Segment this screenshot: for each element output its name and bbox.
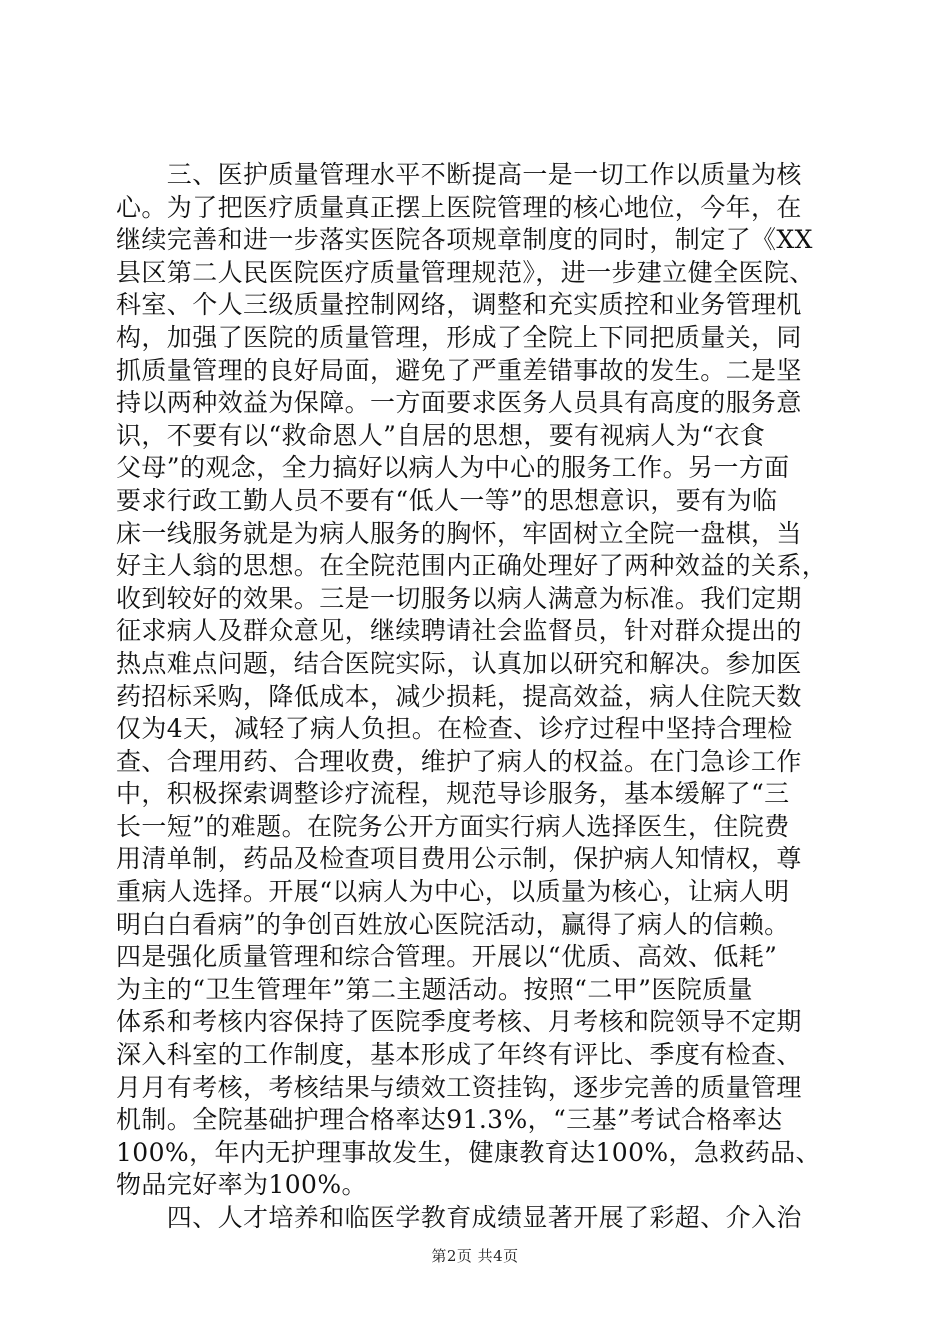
text-line: 父母”的观念，全力搞好以病人为中心的服务工作。另一方面 — [116, 453, 790, 483]
text-line: 三、医护质量管理水平不断提高一是一切工作以质量为核 — [116, 160, 802, 189]
text-line: 热点难点问题，结合医院实际，认真加以研究和解决。参加医 — [116, 648, 802, 678]
text-line: 物品完好率为100%。 — [116, 1170, 367, 1200]
text-line: 中，积极探索调整诊疗流程，规范导诊服务，基本缓解了“三 — [116, 779, 790, 809]
text-line: 查、合理用药、合理收费，维护了病人的权益。在门急诊工作 — [116, 746, 802, 776]
text-line: 深入科室的工作制度，基本形成了年终有评比、季度有检查、 — [116, 1040, 802, 1070]
text-line: 继续完善和进一步落实医院各项规章制度的同时，制定了《XX — [116, 225, 813, 255]
text-line: 体系和考核内容保持了医院季度考核、月考核和院领导不定期 — [116, 1007, 802, 1037]
text-line: 用清单制，药品及检查项目费用公示制，保护病人知情权，尊 — [116, 844, 802, 874]
text-line: 好主人翁的思想。在全院范围内正确处理好了两种效益的关系， — [116, 551, 828, 581]
text-line: 药招标采购，降低成本，减少损耗，提高效益，病人住院天数 — [116, 681, 802, 711]
text-line: 四是强化质量管理和综合管理。开展以“优质、高效、低耗” — [116, 942, 778, 972]
page-number: 第2页 共4页 — [431, 1247, 519, 1265]
text-line: 征求病人及群众意见，继续聘请社会监督员，针对群众提出的 — [116, 616, 802, 646]
text-line: 识，不要有以“救命恩人”自居的思想，要有视病人为“衣食 — [116, 420, 766, 450]
text-line: 仅为4天，减轻了病人负担。在检查、诊疗过程中坚持合理检 — [116, 714, 793, 744]
text-line: 床一线服务就是为病人服务的胸怀，牢固树立全院一盘棋，当 — [116, 518, 802, 548]
text-line: 抓质量管理的良好局面，避免了严重差错事故的发生。二是坚 — [116, 355, 802, 385]
text-line: 100%，年内无护理事故发生，健康教育达100%，急救药品、 — [116, 1137, 821, 1167]
body-text — [116, 159, 836, 1235]
text-line: 心。为了把医疗质量真正摆上医院管理的核心地位，今年，在 — [116, 192, 802, 222]
text-line: 持以两种效益为保障。一方面要求医务人员具有高度的服务意 — [116, 388, 802, 418]
text-line: 重病人选择。开展“以病人为中心，以质量为核心，让病人明 — [116, 877, 790, 907]
text-line: 四、人才培养和临医学教育成绩显著开展了彩超、介入治 — [116, 1203, 802, 1232]
text-line: 要求行政工勤人员不要有“低人一等”的思想意识，要有为临 — [116, 485, 778, 515]
text-line: 县区第二人民医院医疗质量管理规范》，进一步建立健全医院、 — [116, 257, 815, 287]
text-line: 科室、个人三级质量控制网络，调整和充实质控和业务管理机 — [116, 290, 802, 320]
text-line: 月月有考核，考核结果与绩效工资挂钩，逐步完善的质量管理 — [116, 1072, 802, 1102]
text-line: 机制。全院基础护理合格率达91.3%，“三基”考试合格率达 — [116, 1105, 783, 1135]
text-line: 构，加强了医院的质量管理，形成了全院上下同把质量关，同 — [116, 322, 802, 352]
text-line: 为主的“卫生管理年”第二主题活动。按照“二甲”医院质量 — [116, 974, 753, 1004]
text-line: 明白白看病”的争创百姓放心医院活动，赢得了病人的信赖。 — [116, 909, 790, 939]
text-line: 长一短”的难题。在院务公开方面实行病人选择医生，住院费 — [116, 811, 790, 841]
text-line: 收到较好的效果。三是一切服务以病人满意为标准。我们定期 — [116, 583, 802, 613]
